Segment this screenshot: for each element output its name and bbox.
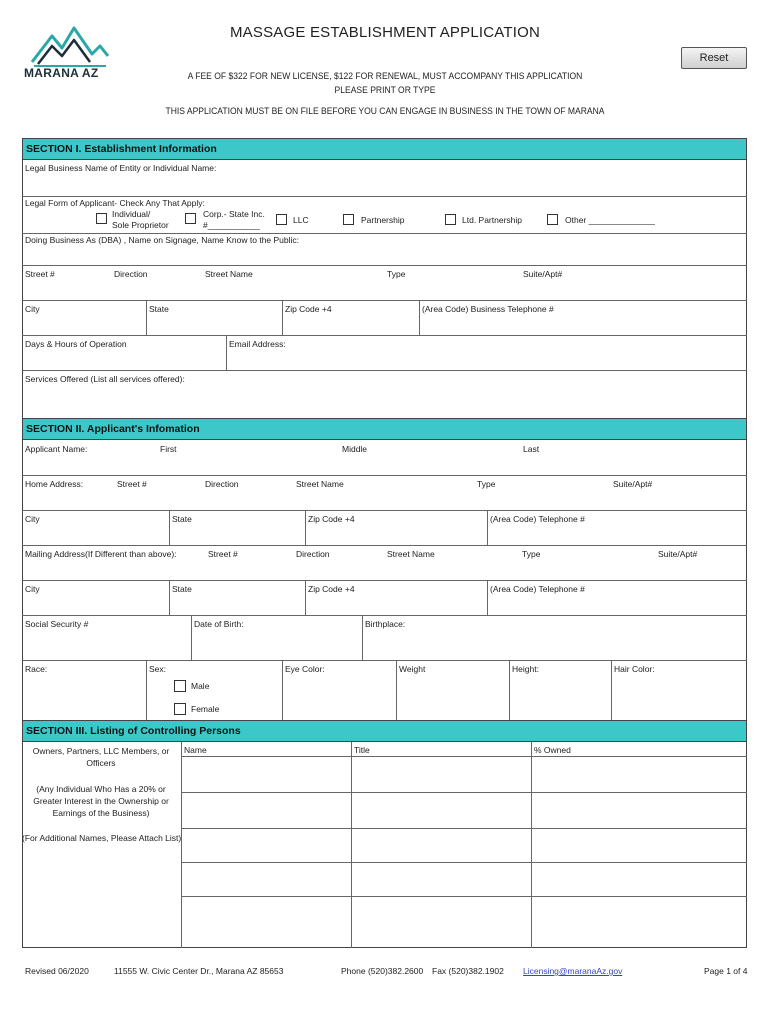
applicant-name-label: Applicant Name: [25,444,88,454]
mail-street-name-label: Street Name [387,549,435,559]
mail-state-label: State [172,584,192,594]
business-street-field[interactable] [22,265,747,300]
file-notice: THIS APPLICATION MUST BE ON FILE BEFORE YOU CAN ENGAGE IN BUSINESS IN THE TOWN OF MARANA [165,106,605,116]
owned-column-header: % Owned [534,745,571,755]
other-label: Other ______________ [565,215,655,225]
mailing-address-label: Mailing Address(If Different than above): [25,549,177,559]
home-suite-label: Suite/Apt# [613,479,653,489]
mail-phone-label: (Area Code) Telephone # [490,584,585,594]
licensing-email-link[interactable]: Licensing@maranaAz.gov [523,966,623,976]
footer-fax: Fax (520)382.1902 [432,966,504,976]
male-checkbox[interactable] [174,680,186,692]
height-label: Height: [512,664,539,674]
home-state-label: State [172,514,192,524]
revised-date: Revised 06/2020 [25,966,89,976]
owners-label-2: Officers [86,758,116,768]
mail-zip-label: Zip Code +4 [308,584,355,594]
hair-color-label: Hair Color: [614,664,655,674]
logo-text: MARANA AZ [24,66,99,80]
individual-label-2: Sole Proprietor [112,220,169,230]
interest-label-2: Greater Interest in the Ownership or [33,796,169,806]
street-name-label: Street Name [205,269,253,279]
business-phone-label: (Area Code) Business Telephone # [422,304,554,314]
additional-names-label: (For Additional Names, Please Attach List) [22,833,182,843]
street-no-label: Street # [25,269,55,279]
individual-checkbox[interactable] [96,213,107,224]
corp-label-2: #___________ [203,220,260,230]
mail-city-label: City [25,584,40,594]
eye-color-label: Eye Color: [285,664,325,674]
controlling-person-row[interactable] [181,756,747,792]
home-phone-label: (Area Code) Telephone # [490,514,585,524]
legal-name-label: Legal Business Name of Entity or Individual Name: [25,163,217,173]
mail-street-no-label: Street # [208,549,238,559]
section-3-header: SECTION III. Listing of Controlling Persons [22,720,747,742]
zip-label: Zip Code +4 [285,304,332,314]
days-hours-label: Days & Hours of Operation [25,339,127,349]
home-direction-label: Direction [205,479,239,489]
male-label: Male [191,681,210,691]
corp-label-1: Corp.- State Inc. [203,209,265,219]
services-label: Services Offered (List all services offered): [25,374,185,384]
controlling-person-row[interactable] [181,792,747,828]
city-label: City [25,304,40,314]
owners-label-1: Owners, Partners, LLC Members, or [32,746,170,756]
print-notice: PLEASE PRINT OR TYPE [334,85,436,95]
home-street-name-label: Street Name [296,479,344,489]
page-title: MASSAGE ESTABLISHMENT APPLICATION [229,24,540,41]
controlling-person-row[interactable] [181,896,747,948]
interest-label-3: Earnings of the Business) [52,808,150,818]
home-address-label: Home Address: [25,479,84,489]
race-label: Race: [25,664,48,674]
ltd-partnership-label: Ltd. Partnership [462,215,523,225]
other-checkbox[interactable] [547,214,558,225]
llc-label: LLC [293,215,309,225]
partnership-checkbox[interactable] [343,214,354,225]
section-1-header: SECTION I. Establishment Information [22,138,747,160]
female-checkbox[interactable] [174,703,186,715]
footer-address: 11555 W. Civic Center Dr., Marana AZ 85653 [114,966,284,976]
section-2-header: SECTION II. Applicant's Infomation [22,418,747,440]
controlling-person-row[interactable] [181,862,747,896]
footer-phone: Phone (520)382.2600 [341,966,424,976]
fee-notice: A FEE OF $322 FOR NEW LICENSE, $122 FOR RENEWAL, MUST ACCOMPANY THIS APPLICATION [187,71,583,81]
llc-checkbox[interactable] [276,214,287,225]
name-column-header: Name [184,745,207,755]
weight-label: Weight [399,664,426,674]
direction-label: Direction [114,269,148,279]
sex-label: Sex: [149,664,167,674]
partnership-label: Partnership [361,215,405,225]
type-label: Type [387,269,406,279]
state-label: State [149,304,169,314]
ssn-label: Social Security # [25,619,89,629]
mail-type-label: Type [522,549,541,559]
dba-label: Doing Business As (DBA) , Name on Signage, Name Know to the Public: [25,235,300,245]
legal-form-label: Legal Form of Applicant- Check Any That Apply: [25,198,205,208]
dba-field[interactable] [22,233,747,265]
email-label: Email Address: [229,339,286,349]
home-zip-label: Zip Code +4 [308,514,355,524]
individual-label-1: Individual/ [112,209,151,219]
suite-label: Suite/Apt# [523,269,563,279]
services-field[interactable] [22,370,747,418]
interest-label-1: (Any Individual Who Has a 20% or [36,784,166,794]
title-column-header: Title [354,745,370,755]
applicant-name-field[interactable] [22,440,747,475]
birthplace-label: Birthplace: [365,619,406,629]
legal-name-field[interactable] [22,160,747,196]
reset-button[interactable]: Reset [681,47,747,69]
female-label: Female [191,704,220,714]
last-label: Last [523,444,540,454]
mail-direction-label: Direction [296,549,330,559]
home-city-label: City [25,514,40,524]
dob-label: Date of Birth: [194,619,244,629]
corp-checkbox[interactable] [185,213,196,224]
middle-label: Middle [342,444,368,454]
home-street-no-label: Street # [117,479,147,489]
page-number: Page 1 of 4 [704,966,748,976]
first-label: First [160,444,177,454]
ltd-partnership-checkbox[interactable] [445,214,456,225]
home-type-label: Type [477,479,496,489]
mail-suite-label: Suite/Apt# [658,549,698,559]
controlling-person-row[interactable] [181,828,747,862]
